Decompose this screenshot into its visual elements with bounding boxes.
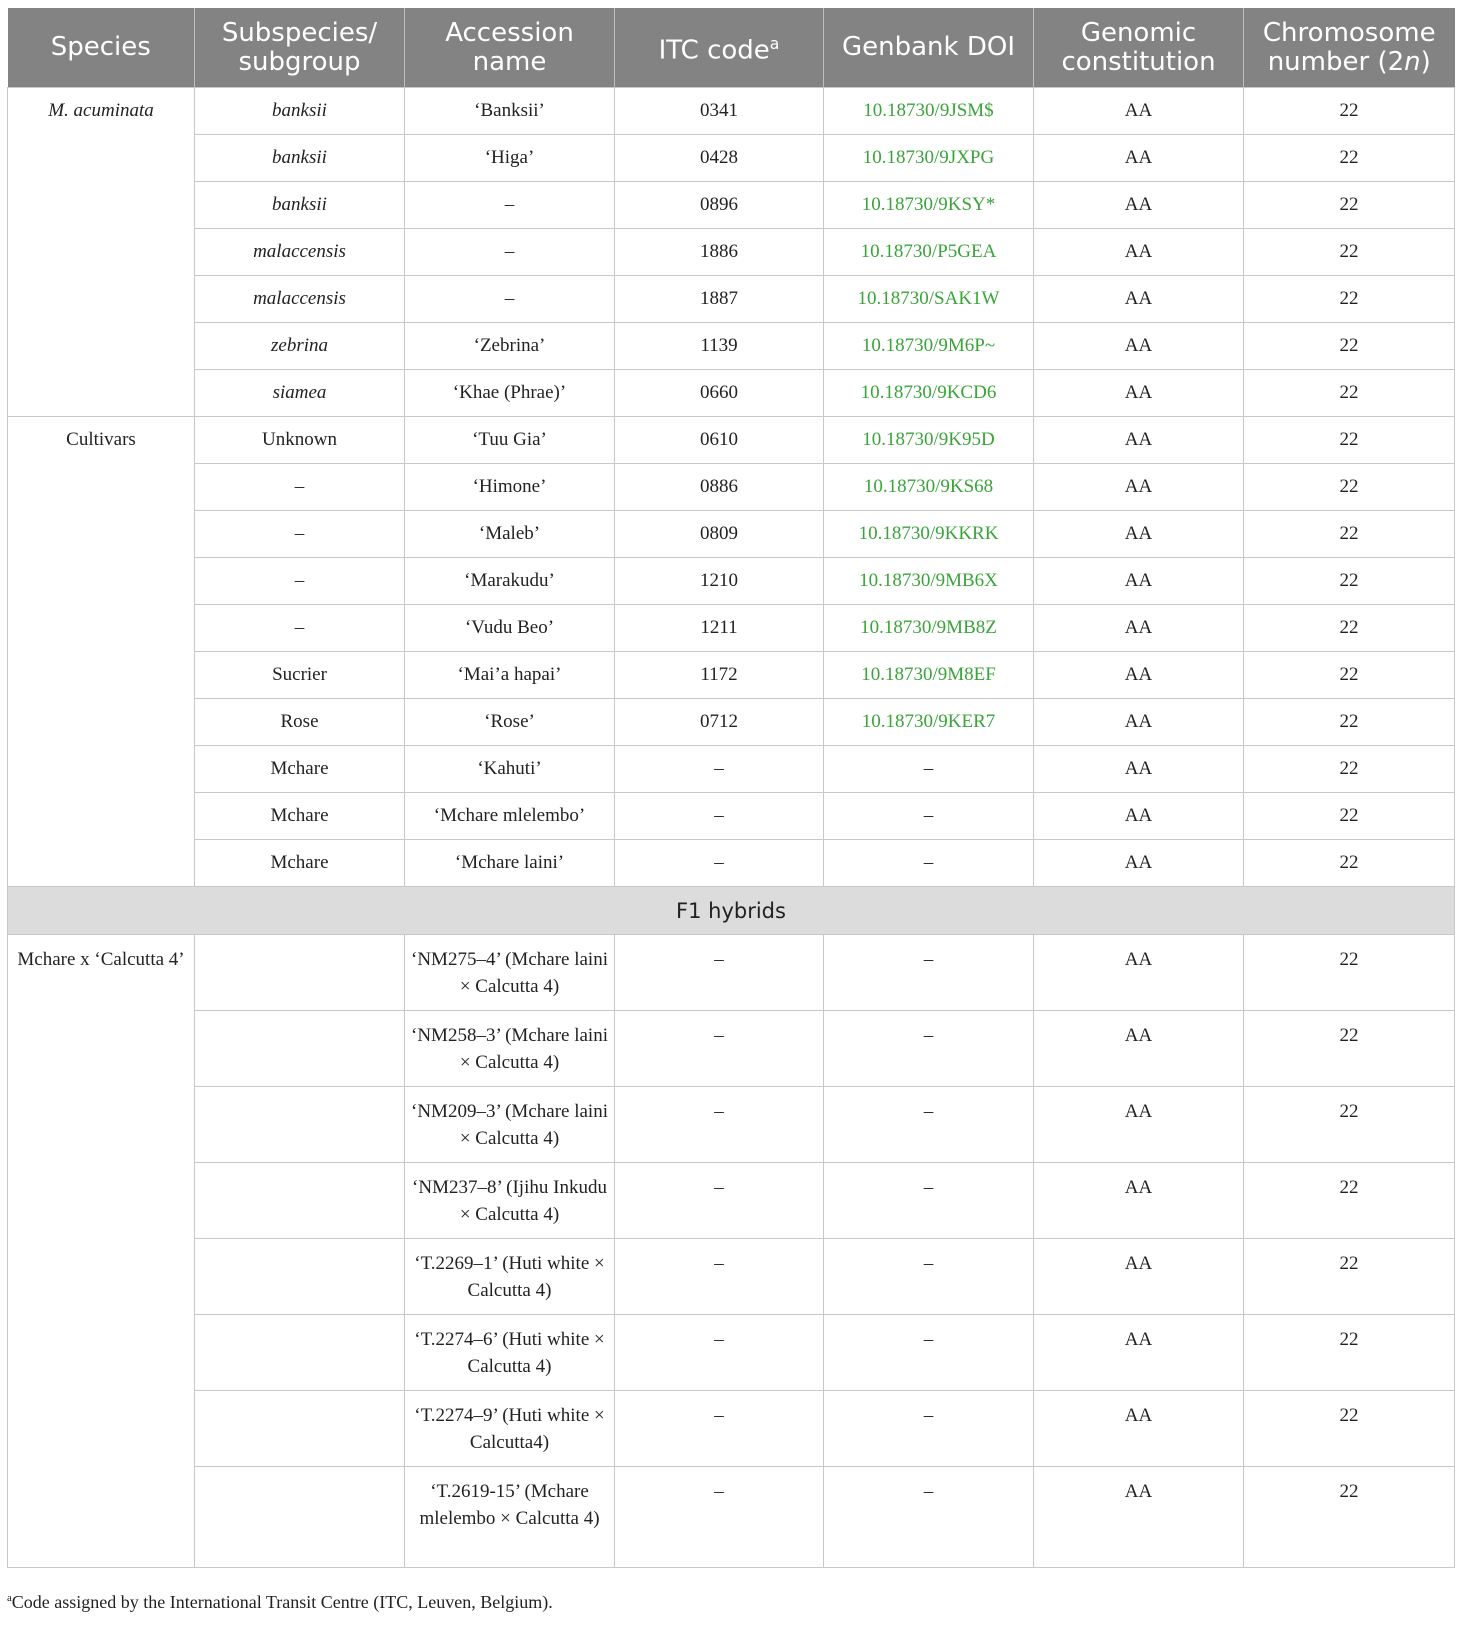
genomic-constitution-cell: AA <box>1034 840 1244 887</box>
table-row <box>8 511 1455 558</box>
genomic-constitution-cell: AA <box>1034 746 1244 793</box>
genbank-doi-cell: 10.18730/9JSM$ <box>824 88 1034 135</box>
genomic-constitution-cell: AA <box>1034 699 1244 746</box>
accession-cell: ‘Mai’a hapai’ <box>405 652 615 699</box>
accession-cell: ‘NM275–4’ (Mchare laini × Calcutta 4) <box>405 935 615 1011</box>
genbank-doi-cell: 10.18730/9JXPG <box>824 135 1034 182</box>
subspecies-cell: – <box>195 605 405 652</box>
subspecies-cell: Mchare <box>195 793 405 840</box>
accession-cell: ‘T.2274–6’ (Huti white × Calcutta 4) <box>405 1315 615 1391</box>
genbank-doi-cell: – <box>824 1467 1034 1568</box>
subspecies-cell: Mchare <box>195 746 405 793</box>
table-row <box>8 370 1455 417</box>
itc-code-cell: 1210 <box>615 558 824 605</box>
subspecies-cell: banksii <box>195 135 405 182</box>
genomic-constitution-cell: AA <box>1034 135 1244 182</box>
header-itc-code: ITC code$^a$ <box>615 8 824 88</box>
subspecies-cell: banksii <box>195 88 405 135</box>
chromosome-number-cell: 22 <box>1244 182 1455 229</box>
genbank-doi-cell: 10.18730/9MB8Z <box>824 605 1034 652</box>
itc-code-cell: 1211 <box>615 605 824 652</box>
accession-cell: – <box>405 276 615 323</box>
chromosome-number-cell: 22 <box>1244 1239 1455 1315</box>
chromosome-number-cell: 22 <box>1244 1087 1455 1163</box>
accession-cell: ‘Rose’ <box>405 699 615 746</box>
itc-code-cell: 1139 <box>615 323 824 370</box>
accession-cell: ‘T.2619-15’ (Mchare mlelembo × Calcutta 4) <box>405 1467 615 1568</box>
subspecies-cell: Mchare <box>195 840 405 887</box>
subspecies-cell <box>195 1087 405 1163</box>
itc-code-cell: – <box>615 1315 824 1391</box>
genomic-constitution-cell: AA <box>1034 276 1244 323</box>
genomic-constitution-cell: AA <box>1034 511 1244 558</box>
itc-code-cell: – <box>615 935 824 1011</box>
subspecies-cell <box>195 935 405 1011</box>
subspecies-cell: – <box>195 511 405 558</box>
accession-cell: ‘Khae (Phrae)’ <box>405 370 615 417</box>
genbank-doi-cell: – <box>824 840 1034 887</box>
subspecies-cell: malaccensis <box>195 276 405 323</box>
header-species: Species <box>8 8 195 88</box>
table-row <box>8 652 1455 699</box>
genomic-constitution-cell: AA <box>1034 935 1244 1011</box>
chromosome-number-cell: 22 <box>1244 840 1455 887</box>
header-genbank-doi: Genbank DOI <box>824 8 1034 88</box>
accession-cell: ‘Kahuti’ <box>405 746 615 793</box>
itc-code-cell: – <box>615 1391 824 1467</box>
accession-cell: ‘T.2274–9’ (Huti white × Calcutta4) <box>405 1391 615 1467</box>
genomic-constitution-cell: AA <box>1034 1239 1244 1315</box>
itc-code-cell: – <box>615 793 824 840</box>
chromosome-number-cell: 22 <box>1244 1391 1455 1467</box>
chromosome-number-cell: 22 <box>1244 135 1455 182</box>
chromosome-number-cell: 22 <box>1244 793 1455 840</box>
subspecies-cell: – <box>195 558 405 605</box>
genomic-constitution-cell: AA <box>1034 1011 1244 1087</box>
table-row <box>8 1391 1455 1467</box>
chromosome-number-cell: 22 <box>1244 464 1455 511</box>
species-cell: Cultivars <box>8 417 195 887</box>
chromosome-number-cell: 22 <box>1244 417 1455 464</box>
subspecies-cell: banksii <box>195 182 405 229</box>
table-row <box>8 935 1455 1011</box>
section-row <box>8 887 1455 935</box>
table-row <box>8 135 1455 182</box>
accession-cell: ‘Vudu Beo’ <box>405 605 615 652</box>
subspecies-cell: Sucrier <box>195 652 405 699</box>
genbank-doi-cell: 10.18730/SAK1W <box>824 276 1034 323</box>
genomic-constitution-cell: AA <box>1034 464 1244 511</box>
genomic-constitution-cell: AA <box>1034 370 1244 417</box>
table-row <box>8 1239 1455 1315</box>
table-row <box>8 1467 1455 1568</box>
subspecies-cell <box>195 1391 405 1467</box>
itc-code-cell: – <box>615 746 824 793</box>
itc-code-cell: 0610 <box>615 417 824 464</box>
itc-code-cell: 0341 <box>615 88 824 135</box>
table-row <box>8 1011 1455 1087</box>
genomic-constitution-cell: AA <box>1034 1163 1244 1239</box>
chromosome-number-cell: 22 <box>1244 605 1455 652</box>
genbank-doi-cell: 10.18730/9KCD6 <box>824 370 1034 417</box>
chromosome-number-cell: 22 <box>1244 1315 1455 1391</box>
table-container <box>7 8 1454 1568</box>
chromosome-number-cell: 22 <box>1244 1011 1455 1087</box>
genomic-constitution-cell: AA <box>1034 793 1244 840</box>
genbank-doi-cell: 10.18730/9MB6X <box>824 558 1034 605</box>
genomic-constitution-cell: AA <box>1034 182 1244 229</box>
subspecies-cell <box>195 1315 405 1391</box>
table-row <box>8 323 1455 370</box>
chromosome-number-cell: 22 <box>1244 558 1455 605</box>
genbank-doi-cell: 10.18730/9M8EF <box>824 652 1034 699</box>
table-row <box>8 464 1455 511</box>
itc-code-cell: 0660 <box>615 370 824 417</box>
accession-cell: ‘Himone’ <box>405 464 615 511</box>
table-row <box>8 1163 1455 1239</box>
subspecies-cell <box>195 1163 405 1239</box>
accession-cell: ‘Zebrina’ <box>405 323 615 370</box>
subspecies-cell <box>195 1239 405 1315</box>
genomic-constitution-cell: AA <box>1034 605 1244 652</box>
accession-cell: ‘Maleb’ <box>405 511 615 558</box>
chromosome-number-cell: 22 <box>1244 746 1455 793</box>
genomic-constitution-cell: AA <box>1034 1391 1244 1467</box>
accession-cell: ‘Higa’ <box>405 135 615 182</box>
subspecies-cell: malaccensis <box>195 229 405 276</box>
genomic-constitution-cell: AA <box>1034 1087 1244 1163</box>
header-genomic-constitution: Genomic constitution <box>1034 8 1244 88</box>
table-row <box>8 88 1455 135</box>
genbank-doi-cell: 10.18730/9K95D <box>824 417 1034 464</box>
table-row <box>8 417 1455 464</box>
genbank-doi-cell: – <box>824 1011 1034 1087</box>
chromosome-number-cell: 22 <box>1244 370 1455 417</box>
header-subspecies: Subspecies/ subgroup <box>195 8 405 88</box>
table-row <box>8 229 1455 276</box>
genomic-constitution-cell: AA <box>1034 417 1244 464</box>
itc-code-cell: – <box>615 1087 824 1163</box>
table-row <box>8 182 1455 229</box>
itc-code-cell: 0712 <box>615 699 824 746</box>
itc-code-cell: 0809 <box>615 511 824 558</box>
itc-code-cell: 1172 <box>615 652 824 699</box>
subspecies-cell: Rose <box>195 699 405 746</box>
species-cell: Mchare x ‘Calcutta 4’ <box>8 935 195 1568</box>
species-cell: M. acuminata <box>8 88 195 417</box>
table-row <box>8 1315 1455 1391</box>
table-row <box>8 605 1455 652</box>
itc-code-cell: 0886 <box>615 464 824 511</box>
genbank-doi-cell: 10.18730/9KSY* <box>824 182 1034 229</box>
itc-code-cell: – <box>615 1239 824 1315</box>
genomic-constitution-cell: AA <box>1034 558 1244 605</box>
genbank-doi-cell: – <box>824 935 1034 1011</box>
genomic-constitution-cell: AA <box>1034 652 1244 699</box>
header-accession-name: Accession name <box>405 8 615 88</box>
genbank-doi-cell: 10.18730/9KER7 <box>824 699 1034 746</box>
accession-cell: ‘Tuu Gia’ <box>405 417 615 464</box>
genomic-constitution-cell: AA <box>1034 1315 1244 1391</box>
accession-cell: ‘NM237–8’ (Ijihu Inkudu × Calcutta 4) <box>405 1163 615 1239</box>
chromosome-number-cell: 22 <box>1244 323 1455 370</box>
subspecies-cell: siamea <box>195 370 405 417</box>
itc-code-cell: – <box>615 840 824 887</box>
genbank-doi-cell: – <box>824 1239 1034 1315</box>
genbank-doi-cell: – <box>824 1315 1034 1391</box>
itc-code-cell: 1887 <box>615 276 824 323</box>
subspecies-cell <box>195 1467 405 1568</box>
subspecies-cell: Unknown <box>195 417 405 464</box>
accession-cell: – <box>405 229 615 276</box>
itc-code-cell: 1886 <box>615 229 824 276</box>
chromosome-number-cell: 22 <box>1244 88 1455 135</box>
chromosome-number-cell: 22 <box>1244 652 1455 699</box>
table-row <box>8 1087 1455 1163</box>
accession-cell: ‘NM209–3’ (Mchare laini × Calcutta 4) <box>405 1087 615 1163</box>
genbank-doi-cell: 10.18730/9KKRK <box>824 511 1034 558</box>
accession-cell: – <box>405 182 615 229</box>
table-row <box>8 276 1455 323</box>
subspecies-cell: – <box>195 464 405 511</box>
genbank-doi-cell: – <box>824 1391 1034 1467</box>
accession-cell: ‘NM258–3’ (Mchare laini × Calcutta 4) <box>405 1011 615 1087</box>
genbank-doi-cell: 10.18730/9M6P~ <box>824 323 1034 370</box>
chromosome-number-cell: 22 <box>1244 229 1455 276</box>
header-row <box>8 8 1455 88</box>
genbank-doi-cell: – <box>824 1087 1034 1163</box>
subspecies-cell <box>195 1011 405 1087</box>
accession-cell: ‘T.2269–1’ (Huti white × Calcutta 4) <box>405 1239 615 1315</box>
genbank-doi-cell: 10.18730/9KS68 <box>824 464 1034 511</box>
genbank-doi-cell: – <box>824 793 1034 840</box>
itc-code-cell: – <box>615 1163 824 1239</box>
table-row <box>8 746 1455 793</box>
accession-cell: ‘Marakudu’ <box>405 558 615 605</box>
itc-code-cell: – <box>615 1467 824 1568</box>
table-row <box>8 840 1455 887</box>
itc-code-cell: – <box>615 1011 824 1087</box>
genomic-constitution-cell: AA <box>1034 229 1244 276</box>
footnote: $^a$Code assigned by the International Transit Centre (ITC, Leuven, Belgium). <box>7 1592 553 1612</box>
chromosome-number-cell: 22 <box>1244 935 1455 1011</box>
table-row <box>8 558 1455 605</box>
genomic-constitution-cell: AA <box>1034 323 1244 370</box>
accession-cell: ‘Banksii’ <box>405 88 615 135</box>
genbank-doi-cell: – <box>824 1163 1034 1239</box>
accession-table <box>7 8 1455 1568</box>
chromosome-number-cell: 22 <box>1244 511 1455 558</box>
chromosome-number-cell: 22 <box>1244 1467 1455 1568</box>
accession-cell: ‘Mchare laini’ <box>405 840 615 887</box>
chromosome-number-cell: 22 <box>1244 276 1455 323</box>
chromosome-number-cell: 22 <box>1244 699 1455 746</box>
table-row <box>8 793 1455 840</box>
genomic-constitution-cell: AA <box>1034 88 1244 135</box>
itc-code-cell: 0428 <box>615 135 824 182</box>
genbank-doi-cell: 10.18730/P5GEA <box>824 229 1034 276</box>
section-label: F1 hybrids <box>8 887 1455 935</box>
accession-cell: ‘Mchare mlelembo’ <box>405 793 615 840</box>
genomic-constitution-cell: AA <box>1034 1467 1244 1568</box>
subspecies-cell: zebrina <box>195 323 405 370</box>
table-row <box>8 699 1455 746</box>
header-chromosome-number: Chromosome number (2n) <box>1244 8 1455 88</box>
chromosome-number-cell: 22 <box>1244 1163 1455 1239</box>
itc-code-cell: 0896 <box>615 182 824 229</box>
genbank-doi-cell: – <box>824 746 1034 793</box>
